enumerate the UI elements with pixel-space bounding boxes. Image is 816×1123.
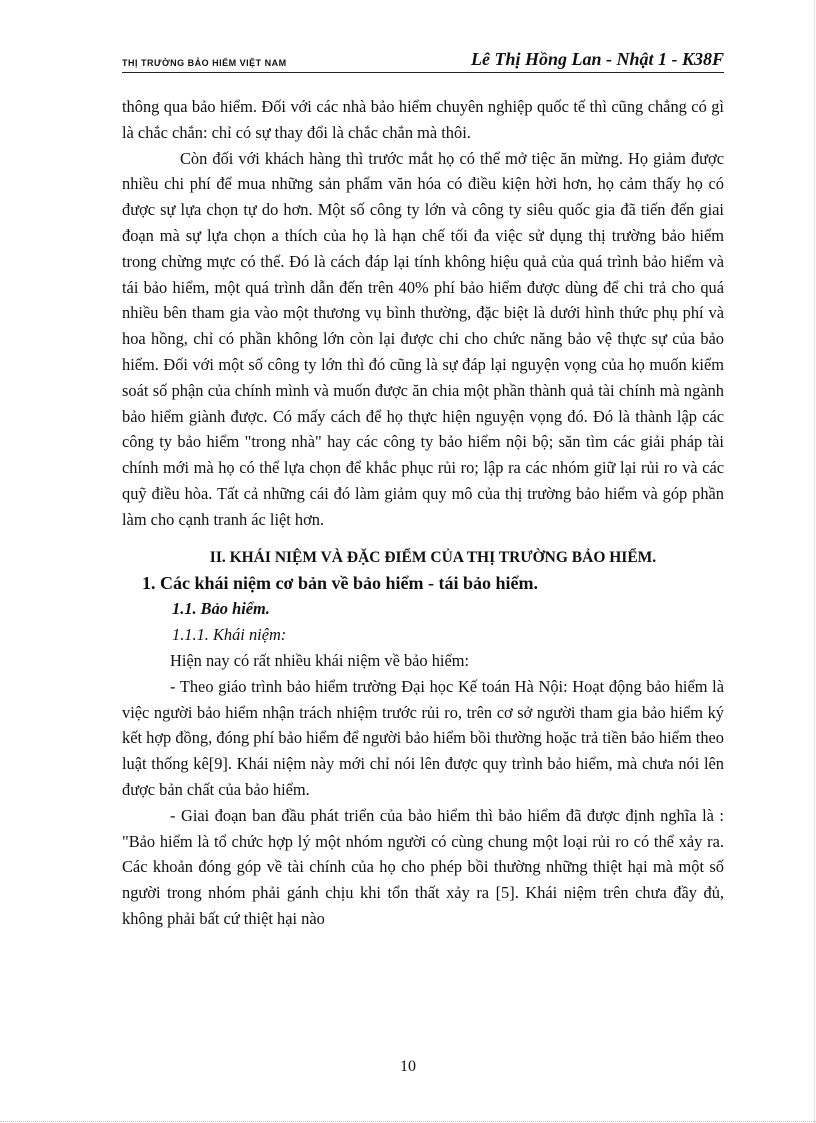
page-header (122, 46, 724, 73)
paragraph-3: Hiện nay có rất nhiều khái niệm về bảo hiểm: (170, 650, 470, 670)
heading-1-1-1: 1.1.1. Khái niệm: (172, 625, 287, 645)
side-divider (814, 0, 815, 1123)
paragraph-2: Còn đối với khách hàng thì trước mắt họ có thể mở tiệc ăn mừng. Họ giảm được nhiều chi phí để mua những sản phẩm văn hóa có điều kiện hời hơn, họ cảm thấy họ có được sự lựa chọn tự do hơn. Một số công ty lớn và công ty siêu quốc gia đã tiến đến giai đoạn mà sự lựa chọn a thích của họ là hạn chế tối đa việc sử dụng thị trường bảo hiểm trong chừng mực có thể. Đó là cách đáp lại tính không hiệu quả của quá trình bảo hiểm và tái bảo hiểm, một quá trình dẫn đến trên 40% phí bảo hiểm được dùng để chi trả cho quá nhiều bên tham gia vào một thương vụ bình thường, đặc biệt là dưới hình thức phụ phí và hoa hồng, chỉ có phần không lớn còn lại được chi cho chức năng bảo vệ thực sự của bảo hiểm. Đối với một số công ty lớn thì đó cũng là sự đáp lại nguyện vọng của họ muốn kiểm soát số phận của chính mình và muốn được ăn chia một phần thành quả tài chính mà ngành bảo hiểm giành được. Có mấy cách để họ thực hiện nguyện vọng đó. Đó là thành lập các công ty bảo hiểm "trong nhà" hay các công ty bảo hiểm nội bộ; săn tìm các giải pháp tài chính mới mà họ có thể lựa chọn để khắc phục rủi ro; lập ra các nhóm giữ lại rủi ro và các quỹ điều hòa. Tất cả những cái đó làm giảm quy mô của thị trường bảo hiểm và góp phần làm cho cạnh tranh ác liệt hơn. (122, 148, 724, 529)
paragraph-5: - Giai đoạn ban đầu phát triển của bảo hiểm thì bảo hiểm đã được định nghĩa là : "Bảo hiểm là tổ chức hợp lý một nhóm người có cùng chung một loại rủi ro có thể xảy ra. Các khoản đóng góp về tài chính của họ cho phép bồi thường những thiệt hại mà một số người trong nhóm phải gánh chịu khi tổn thất xảy ra [5]. Khái niệm trên chưa đầy đủ, không phải bất cứ thiệt hại nào (122, 805, 724, 928)
paragraph-4: - Theo giáo trình bảo hiểm trường Đại học Kế toán Hà Nội: Hoạt động bảo hiểm là việc người bảo hiểm nhận trách nhiệm trước rủi ro, trên cơ sở người tham gia bảo hiểm ký kết hợp đồng, đóng phí bảo hiểm để người bảo hiểm bồi thường hoặc trả tiền bảo hiểm theo luật thống kê[9]. Khái niệm này mới chỉ nói lên được quy trình bảo hiểm, mà chưa nói lên được bản chất của bảo hiểm. (122, 676, 724, 799)
section-heading-ii: II. KHÁI NIỆM VÀ ĐẶC ĐIỂM CỦA THỊ TRƯỜNG BẢO HIỂM. (209, 548, 657, 566)
footer-divider (0, 1121, 816, 1122)
heading-1-1: 1.1. Bảo hiểm. (172, 599, 270, 619)
page-number: 10 (400, 1058, 416, 1075)
paragraph-1: thông qua bảo hiểm. Đối với các nhà bảo hiểm chuyên nghiệp quốc tế thì cũng chẳng có gì là chắc chắn: chỉ có sự thay đổi là chắc chắn mà thôi. (122, 97, 724, 142)
heading-1: 1. Các khái niệm cơ bản về bảo hiểm - tái bảo hiểm. (142, 573, 538, 594)
header-title: THỊ TRƯỜNG BẢO HIỂM VIỆT NAM (122, 58, 287, 68)
page-body (122, 94, 724, 932)
header-author: Lê Thị Hồng Lan - Nhật 1 - K38F (470, 49, 724, 69)
